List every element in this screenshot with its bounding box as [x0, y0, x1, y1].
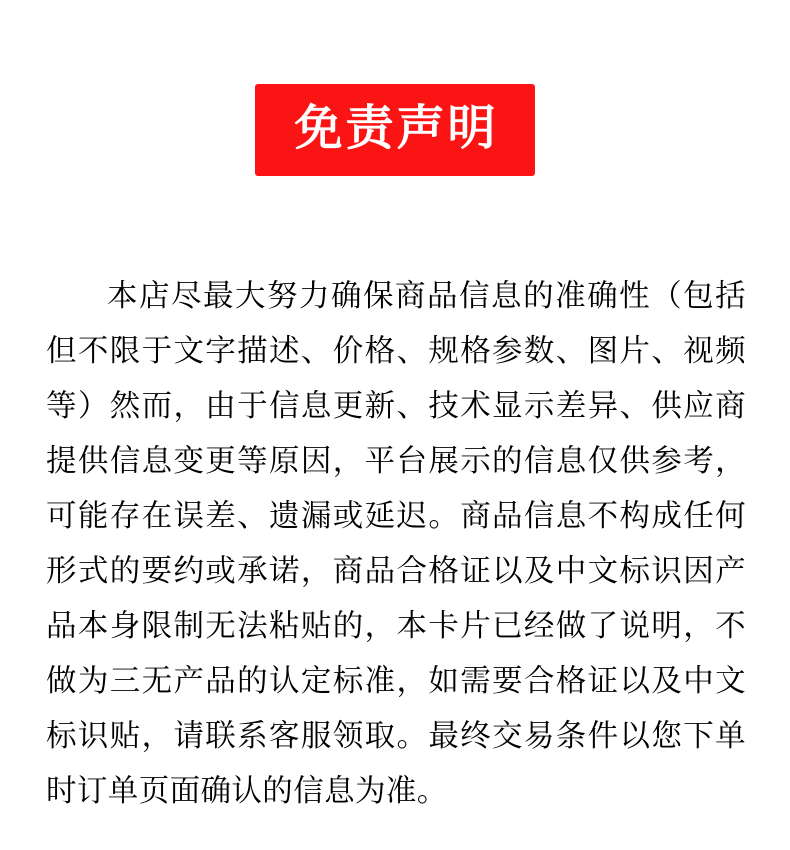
title-container [0, 0, 790, 176]
page-title: 免责声明 [255, 84, 534, 176]
disclaimer-paragraph: 本店尽最大努力确保商品信息的准确性（包括但不限于文字描述、价格、规格参数、图片、视频等）然而，由于信息更新、技术显示差异、供应商提供信息变更等原因，平台展示的信息仅供参考，可能存在误差、遗漏或延迟。商品信息不构成任何形式的要约或承诺，商品合格证以及中文标识因产品本身限制无法粘贴的，本卡片已经做了说明，不做为三无产品的认定标准，如需要合格证以及中文标识贴，请联系客服领取。最终交易条件以您下单时订单页面确认的信息为准。 [46, 278, 746, 808]
body-container [0, 176, 790, 819]
